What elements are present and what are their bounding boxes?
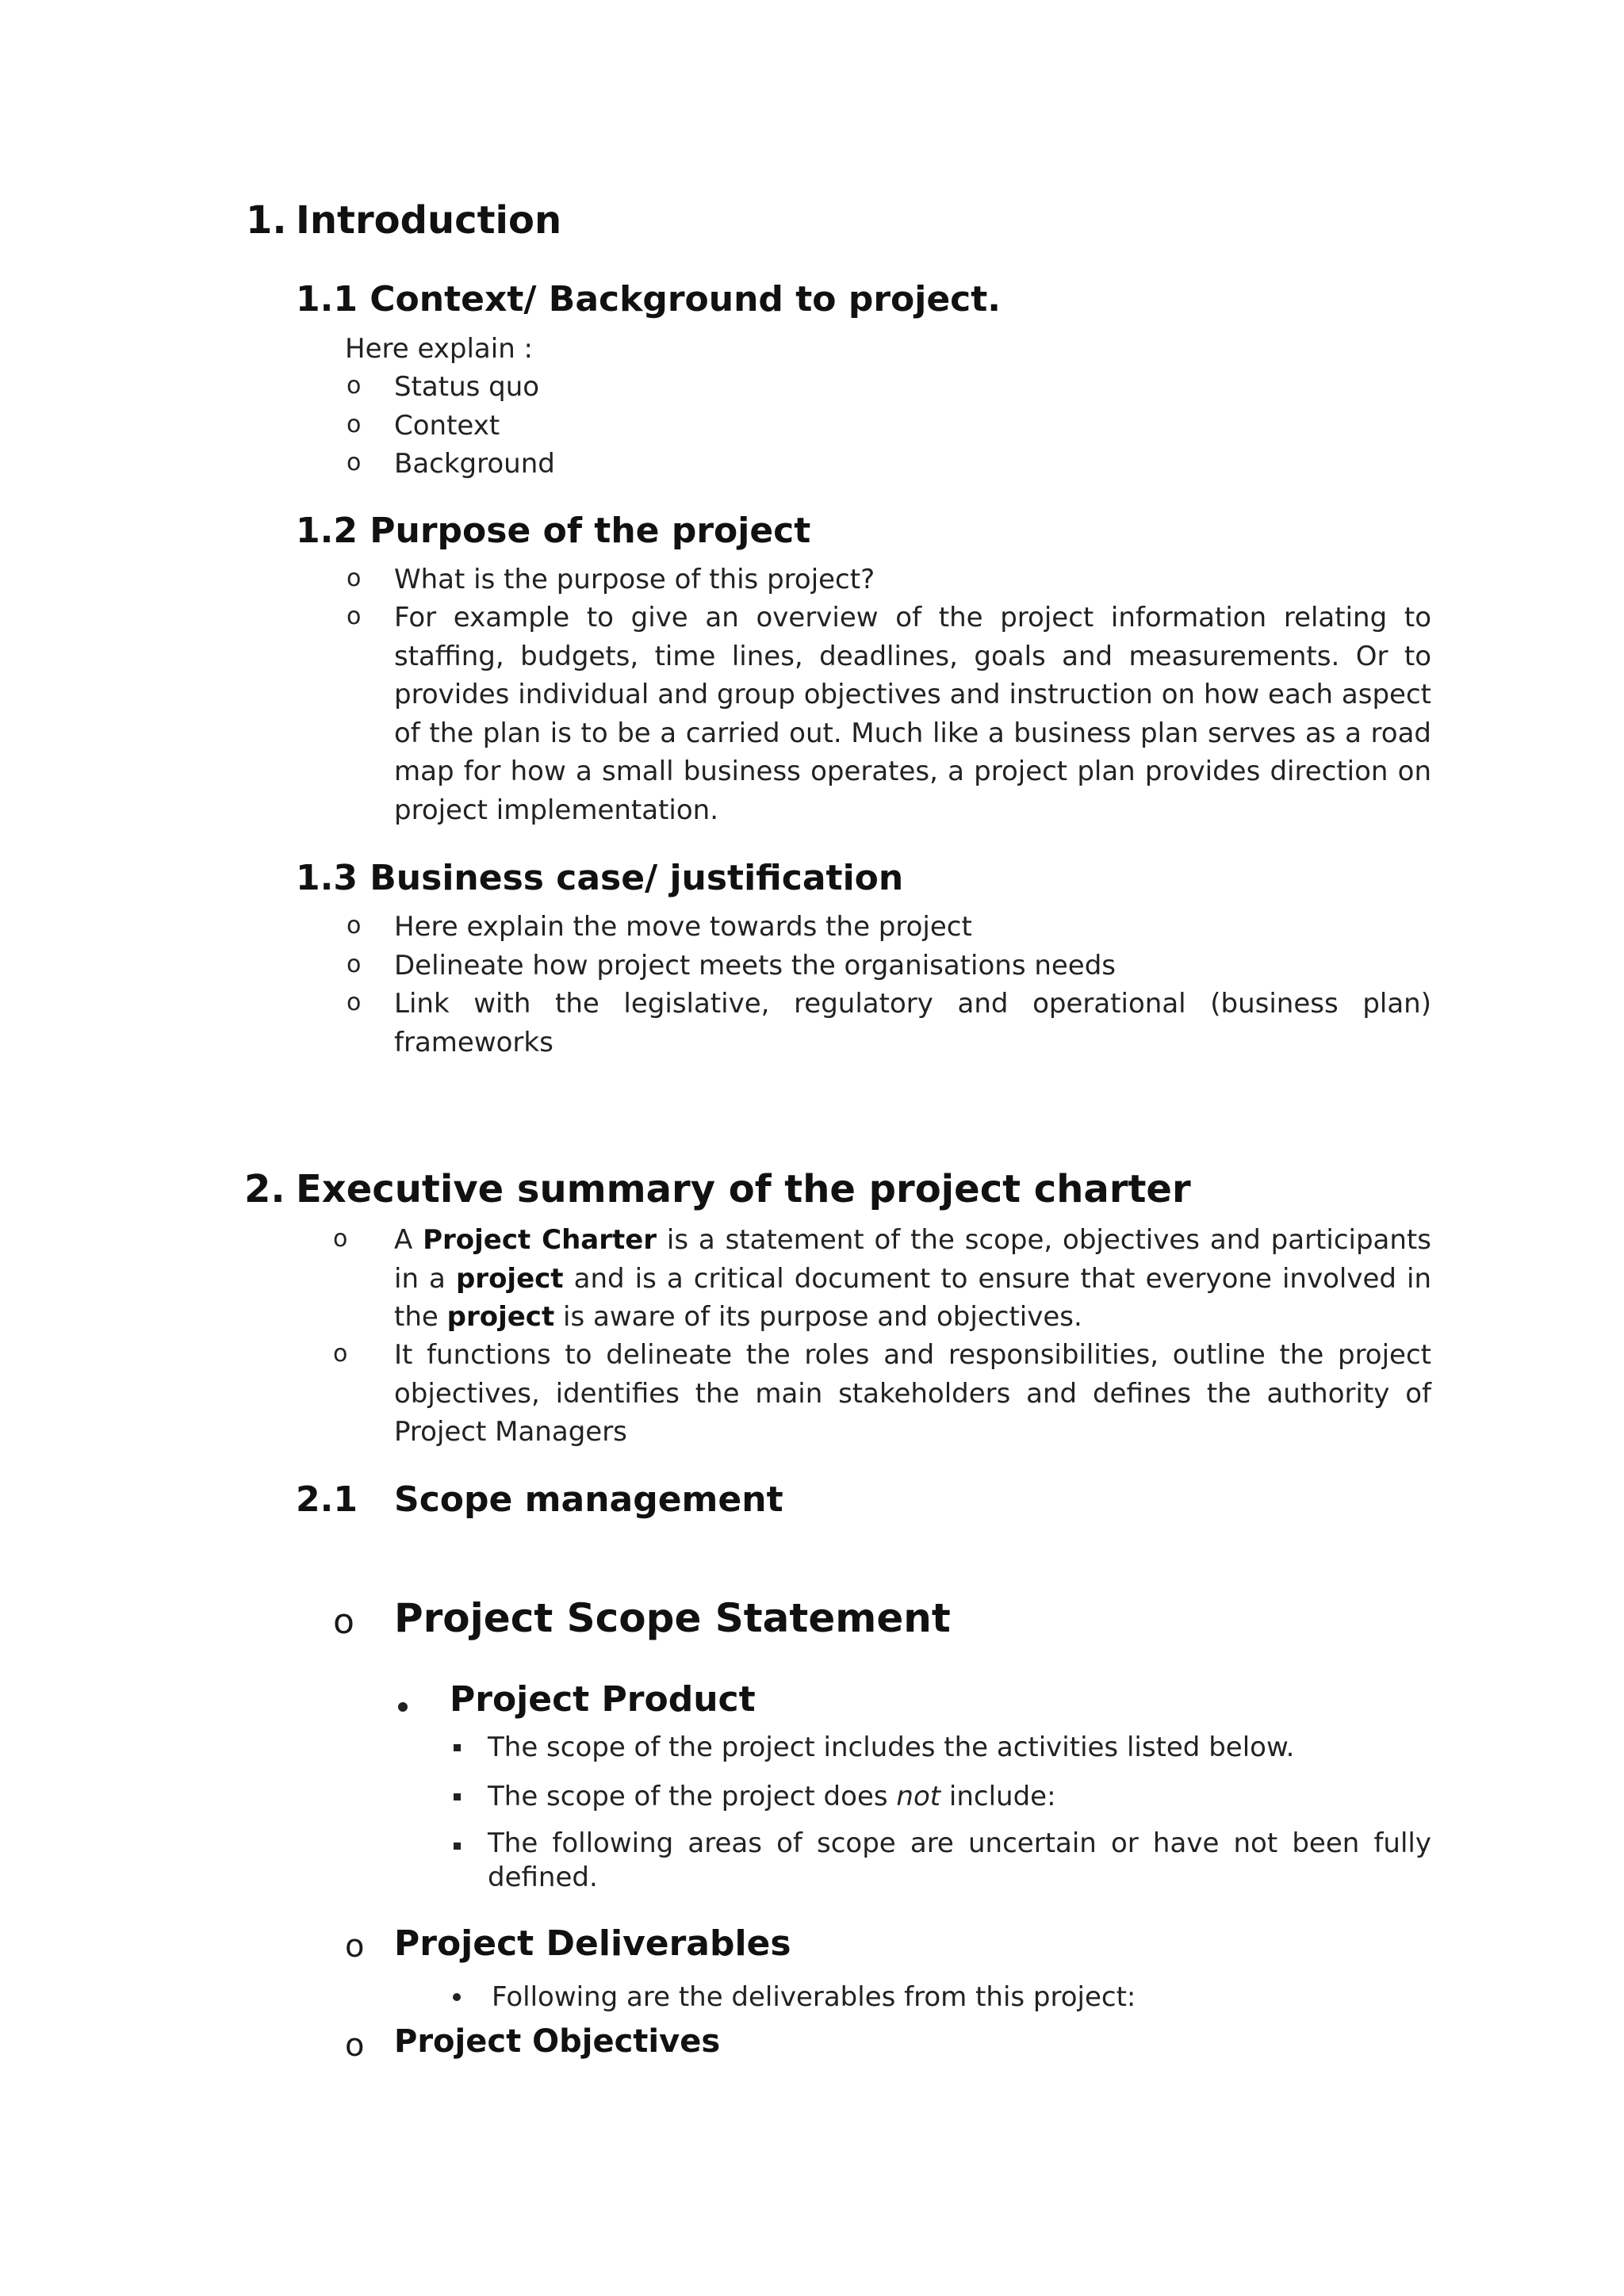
square-marker [454,1793,461,1800]
subsection-number: 2.1 [296,1479,358,1520]
bold-term: project [455,1262,564,1295]
list-item: Status quo [394,371,540,403]
subsection-heading: Scope management [394,1479,783,1520]
deliverables-heading: Project Deliverables [394,1923,791,1964]
subsection-heading: 1.3 Business case/ justification [296,858,904,898]
charter-paragraph: It functions to delineate the roles and responsibilities, outline the project objectives, identifies the main stakeholders and defines the authority of Project Managers [394,1339,1431,1448]
scope-item: The scope of the project includes the activities listed below. [488,1732,1295,1763]
square-marker [454,1744,461,1751]
circle-marker: o [333,1225,348,1253]
text-run: include: [940,1781,1056,1812]
circle-marker: o [347,603,362,630]
circle-marker: o [333,1340,348,1368]
bullet-marker [453,1993,461,2001]
list-item: Context [394,410,500,442]
scope-statement-heading: Project Scope Statement [394,1595,951,1641]
deliverables-item: Following are the deliverables from this project: [492,1981,1136,2013]
section-heading: Introduction [296,198,562,243]
text-run: and is a critical document to ensure that everyone involved in the [394,1262,1432,1333]
subsection-heading: 1.1 Context/ Background to project. [296,279,1002,320]
circle-marker: o [345,2027,365,2064]
subsection-heading: 1.2 Purpose of the project [296,511,811,551]
text-run: A [394,1224,423,1256]
circle-marker: o [347,989,362,1016]
text-run: The scope of the project does [488,1781,897,1812]
scope-item: The following areas of scope are uncertain or have not been fully defined. [488,1827,1431,1893]
circle-marker: o [347,564,362,592]
circle-marker: o [347,372,362,400]
circle-marker: o [333,1601,354,1642]
objectives-heading: Project Objectives [394,2023,721,2060]
emphasis: not [896,1781,941,1812]
circle-marker: o [347,912,362,939]
list-item-paragraph: For example to give an overview of the project information relating to staffing, budgets, time lines, deadlines, goals and measurements. Or to provides individual and group objectives and instruction on how each aspect of the plan is to be a carried out. Much like a business plan serves as a road map for how a small business operates, a project plan provides direction on project implementation. [394,602,1431,826]
bullet-marker [398,1702,408,1712]
circle-marker: o [347,449,362,476]
list-item: Here explain the move towards the project [394,911,972,943]
square-marker [454,1843,461,1850]
product-heading: Project Product [450,1679,756,1720]
bold-term: project [446,1301,555,1333]
scope-item [488,1777,1056,1816]
text-run: is a statement of the scope, objectives and participants in a [394,1224,1431,1295]
list-item: What is the purpose of this project? [394,564,875,595]
bold-term: Project Charter [423,1224,657,1256]
circle-marker: o [345,1928,365,1965]
text-run: is aware of its purpose and objectives. [554,1301,1082,1333]
list-item-paragraph: Link with the legislative, regulatory and operational (business plan) frameworks [394,988,1431,1058]
list-item: Background [394,448,555,480]
section-number: 2. [244,1167,285,1211]
circle-marker: o [347,951,362,978]
circle-marker: o [347,411,362,438]
section-number: 1. [246,198,287,243]
section-heading: Executive summary of the project charter [296,1167,1191,1211]
list-item: Delineate how project meets the organisations needs [394,950,1116,982]
intro-text: Here explain : [345,333,534,365]
charter-paragraph [394,1221,1431,1337]
